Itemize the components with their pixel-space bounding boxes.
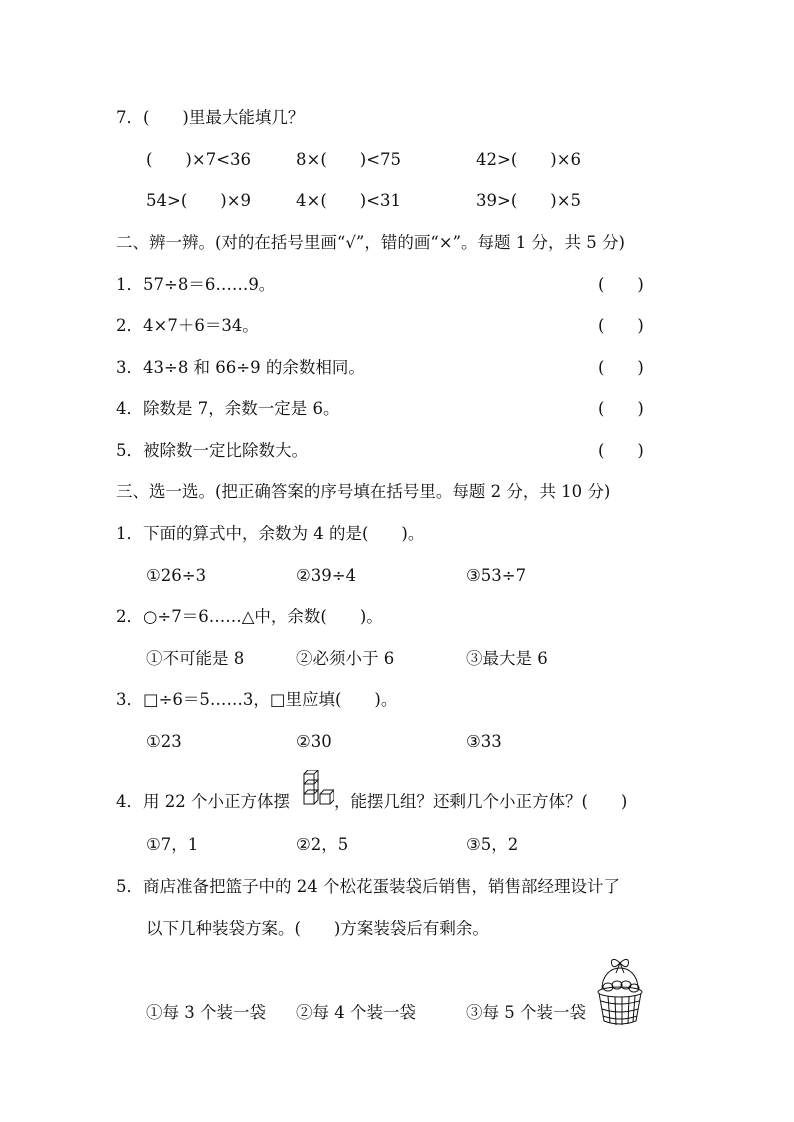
option: ③每 5 个装一袋 (466, 1003, 586, 1022)
answer-box[interactable]: ( ) (598, 358, 644, 377)
option: ③5，2 (466, 835, 519, 854)
q7-item: 54>( )×9 (146, 191, 252, 210)
option: ①26÷3 (146, 566, 207, 585)
option: ②39÷4 (296, 566, 357, 585)
section2-header: 二、辨一辨。(对的在括号里画“√”，错的画“×”。每题 1 分，共 5 分) (116, 233, 625, 252)
q7-item: 42>( )×6 (476, 150, 582, 169)
option: ③最大是 6 (466, 649, 548, 668)
answer-box[interactable]: ( ) (598, 316, 644, 335)
judge-item: 2．4×7＋6＝34。 (116, 316, 259, 335)
cube-arrangement-icon (300, 770, 334, 810)
choice-q5-line1: 5．商店准备把篮子中的 24 个松花蛋装袋后销售，销售部经理设计了 (116, 877, 620, 896)
choice-q1-stem: 1．下面的算式中，余数为 4 的是( )。 (116, 524, 425, 543)
q7-item: 39>( )×5 (476, 191, 582, 210)
judge-item: 1．57÷8＝6……9。 (116, 275, 276, 294)
judge-item: 5．被除数一定比除数大。 (116, 441, 308, 460)
answer-box[interactable]: ( ) (598, 441, 644, 460)
option: ②必须小于 6 (296, 649, 395, 668)
answer-box[interactable]: ( ) (598, 399, 644, 418)
option: ③33 (466, 732, 502, 751)
choice-q5-line2: 以下几种装袋方案。( )方案装袋后有剩余。 (146, 919, 489, 938)
section3-header: 三、选一选。(把正确答案的序号填在括号里。每题 2 分，共 10 分) (116, 482, 611, 501)
q7-item: 4×( )<31 (296, 191, 402, 210)
option: ③53÷7 (466, 566, 527, 585)
choice-q4-stem-part2: ，能摆几组？还剩几个小正方体？( ) (334, 792, 628, 811)
judge-item: 3．43÷8 和 66÷9 的余数相同。 (116, 358, 365, 377)
q7-item: ( )×7<36 (146, 150, 252, 169)
option: ②30 (296, 732, 332, 751)
choice-q2-stem: 2．○÷7＝6……△中，余数( )。 (116, 607, 383, 626)
choice-q4-stem-part1: 4．用 22 个小正方体摆 (116, 792, 290, 811)
option: ①不可能是 8 (146, 649, 245, 668)
option: ②2，5 (296, 835, 349, 854)
choice-q3-stem: 3．□÷6＝5……3，□里应填( )。 (116, 690, 398, 709)
option: ①7，1 (146, 835, 199, 854)
egg-basket-icon (594, 955, 646, 1027)
option: ①每 3 个装一袋 (146, 1003, 266, 1022)
option: ②每 4 个装一袋 (296, 1003, 416, 1022)
q7-item: 8×( )<75 (296, 150, 402, 169)
q7-title: 7．( )里最大能填几？ (116, 108, 305, 127)
option: ①23 (146, 732, 182, 751)
answer-box[interactable]: ( ) (598, 275, 644, 294)
judge-item: 4．除数是 7，余数一定是 6。 (116, 399, 340, 418)
